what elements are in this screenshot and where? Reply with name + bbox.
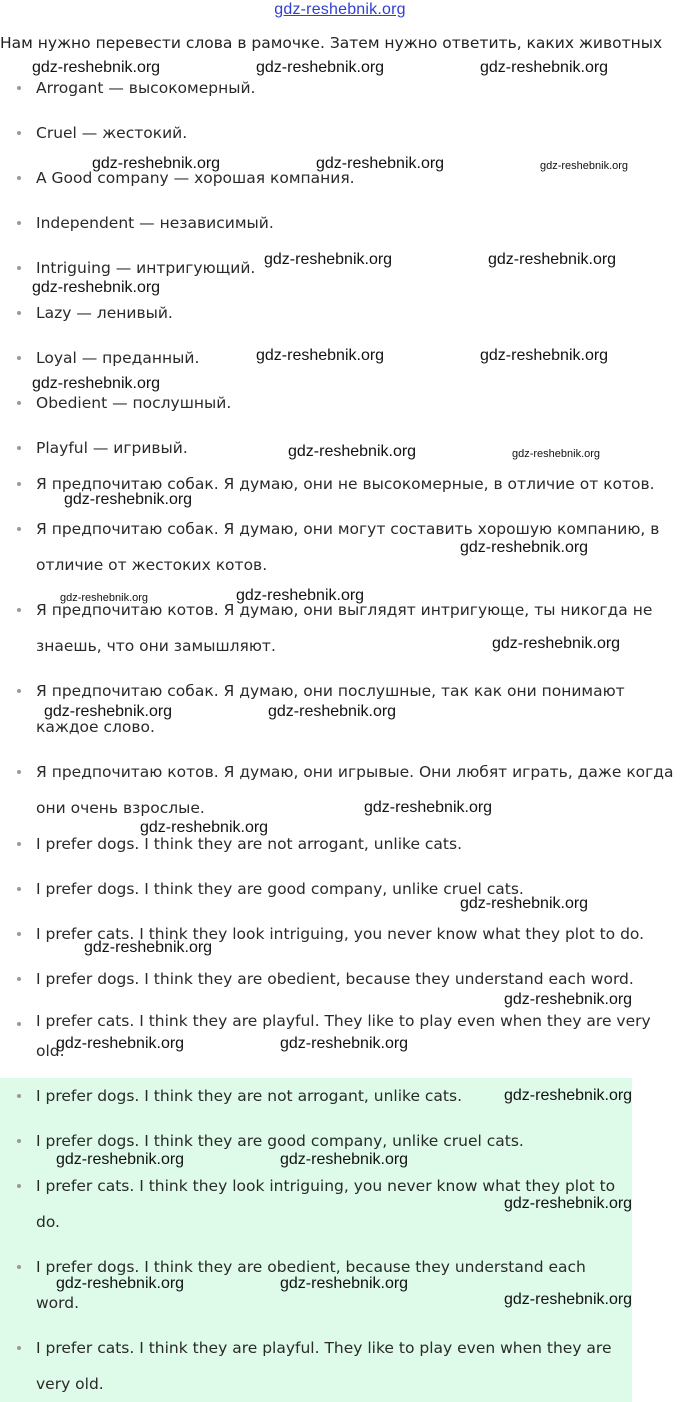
watermark: gdz-reshebnik.org <box>64 491 193 508</box>
site-link[interactable]: gdz-reshebnik.org <box>274 1 406 18</box>
english-answer: I prefer cats. I think they are playful. They like to play even when they are very old. <box>36 1006 676 1066</box>
watermark: gdz-reshebnik.org <box>32 279 161 296</box>
watermark: gdz-reshebnik.org <box>256 347 385 364</box>
watermark: gdz-reshebnik.org <box>268 703 397 720</box>
watermark: gdz-reshebnik.org <box>280 1275 409 1292</box>
watermark: gdz-reshebnik.org <box>480 59 609 76</box>
vocab-item: Arrogant — высокомерный. <box>36 70 255 106</box>
vocab-item: A Good company — хорошая компания. <box>36 160 355 196</box>
watermark: gdz-reshebnik.org <box>492 635 621 652</box>
watermark: gdz-reshebnik.org <box>504 1087 633 1104</box>
watermark: gdz-reshebnik.org <box>56 1151 185 1168</box>
english-answer: I prefer dogs. I think they are not arrogant, unlike cats. <box>36 826 676 862</box>
watermark: gdz-reshebnik.org <box>480 347 609 364</box>
watermark: gdz-reshebnik.org <box>280 1035 409 1052</box>
watermark: gdz-reshebnik.org <box>140 819 269 836</box>
watermark: gdz-reshebnik.org <box>504 1195 633 1212</box>
vocab-item: Cruel — жестокий. <box>36 115 187 151</box>
watermark: gdz-reshebnik.org <box>56 1035 185 1052</box>
watermark: gdz-reshebnik.org <box>540 160 629 172</box>
watermark: gdz-reshebnik.org <box>280 1151 409 1168</box>
russian-answer: Я предпочитаю собак. Я думаю, они послушные, так как они понимают каждое слово. <box>36 673 656 745</box>
watermark: gdz-reshebnik.org <box>460 539 589 556</box>
watermark: gdz-reshebnik.org <box>32 375 161 392</box>
vocab-item: Loyal — преданный. <box>36 340 199 376</box>
english-answer: I prefer cats. I think they look intriguing, you never know what they plot to do. <box>36 916 680 952</box>
vocab-item: Obedient — послушный. <box>36 385 231 421</box>
highlighted-answer: I prefer dogs. I think they are not arrogant, unlike cats. <box>36 1078 626 1114</box>
watermark: gdz-reshebnik.org <box>364 799 493 816</box>
russian-answer: Я предпочитаю собак. Я думаю, они не высокомерные, в отличие от котов. <box>36 466 676 502</box>
vocab-item: Playful — игривый. <box>36 430 188 466</box>
watermark: gdz-reshebnik.org <box>460 895 589 912</box>
watermark: gdz-reshebnik.org <box>32 59 161 76</box>
intro-text: Нам нужно перевести слова в рамочке. Затем нужно ответить, каких животных <box>0 34 663 52</box>
watermark: gdz-reshebnik.org <box>92 155 221 172</box>
english-answer: I prefer dogs. I think they are obedient, because they understand each word. <box>36 961 680 997</box>
watermark: gdz-reshebnik.org <box>504 991 633 1008</box>
watermark: gdz-reshebnik.org <box>512 448 601 460</box>
highlighted-answer: I prefer dogs. I think they are obedient, because they understand each word. <box>36 1249 626 1321</box>
english-answer: I prefer dogs. I think they are good company, unlike cruel cats. <box>36 871 676 907</box>
watermark: gdz-reshebnik.org <box>504 1291 633 1308</box>
russian-answer: Я предпочитаю котов. Я думаю, они игрывые. Они любят играть, даже когда они очень взрослые. <box>36 754 680 826</box>
highlighted-answer: I prefer dogs. I think they are good company, unlike cruel cats. <box>36 1123 626 1159</box>
watermark: gdz-reshebnik.org <box>264 251 393 268</box>
watermark: gdz-reshebnik.org <box>236 587 365 604</box>
watermark: gdz-reshebnik.org <box>488 251 617 268</box>
vocab-item: Intriguing — интригующий. <box>36 250 255 286</box>
watermark: gdz-reshebnik.org <box>316 155 445 172</box>
watermark: gdz-reshebnik.org <box>60 592 149 604</box>
highlighted-answer: I prefer cats. I think they look intriguing, you never know what they plot to do. <box>36 1168 626 1240</box>
watermark: gdz-reshebnik.org <box>288 443 417 460</box>
watermark: gdz-reshebnik.org <box>44 703 173 720</box>
highlighted-answer: I prefer cats. I think they are playful. They like to play even when they are very old. <box>36 1330 632 1402</box>
watermark: gdz-reshebnik.org <box>84 939 213 956</box>
watermark: gdz-reshebnik.org <box>256 59 385 76</box>
russian-answer: Я предпочитаю котов. Я думаю, они выглядят интригующе, ты никогда не знаешь, что они замышляют. <box>36 592 666 664</box>
russian-answer: Я предпочитаю собак. Я думаю, они могут составить хорошую компанию, в отличие от жестоких котов. <box>36 511 680 583</box>
vocab-item: Lazy — ленивый. <box>36 295 173 331</box>
vocab-item: Independent — независимый. <box>36 205 274 241</box>
watermark: gdz-reshebnik.org <box>56 1275 185 1292</box>
